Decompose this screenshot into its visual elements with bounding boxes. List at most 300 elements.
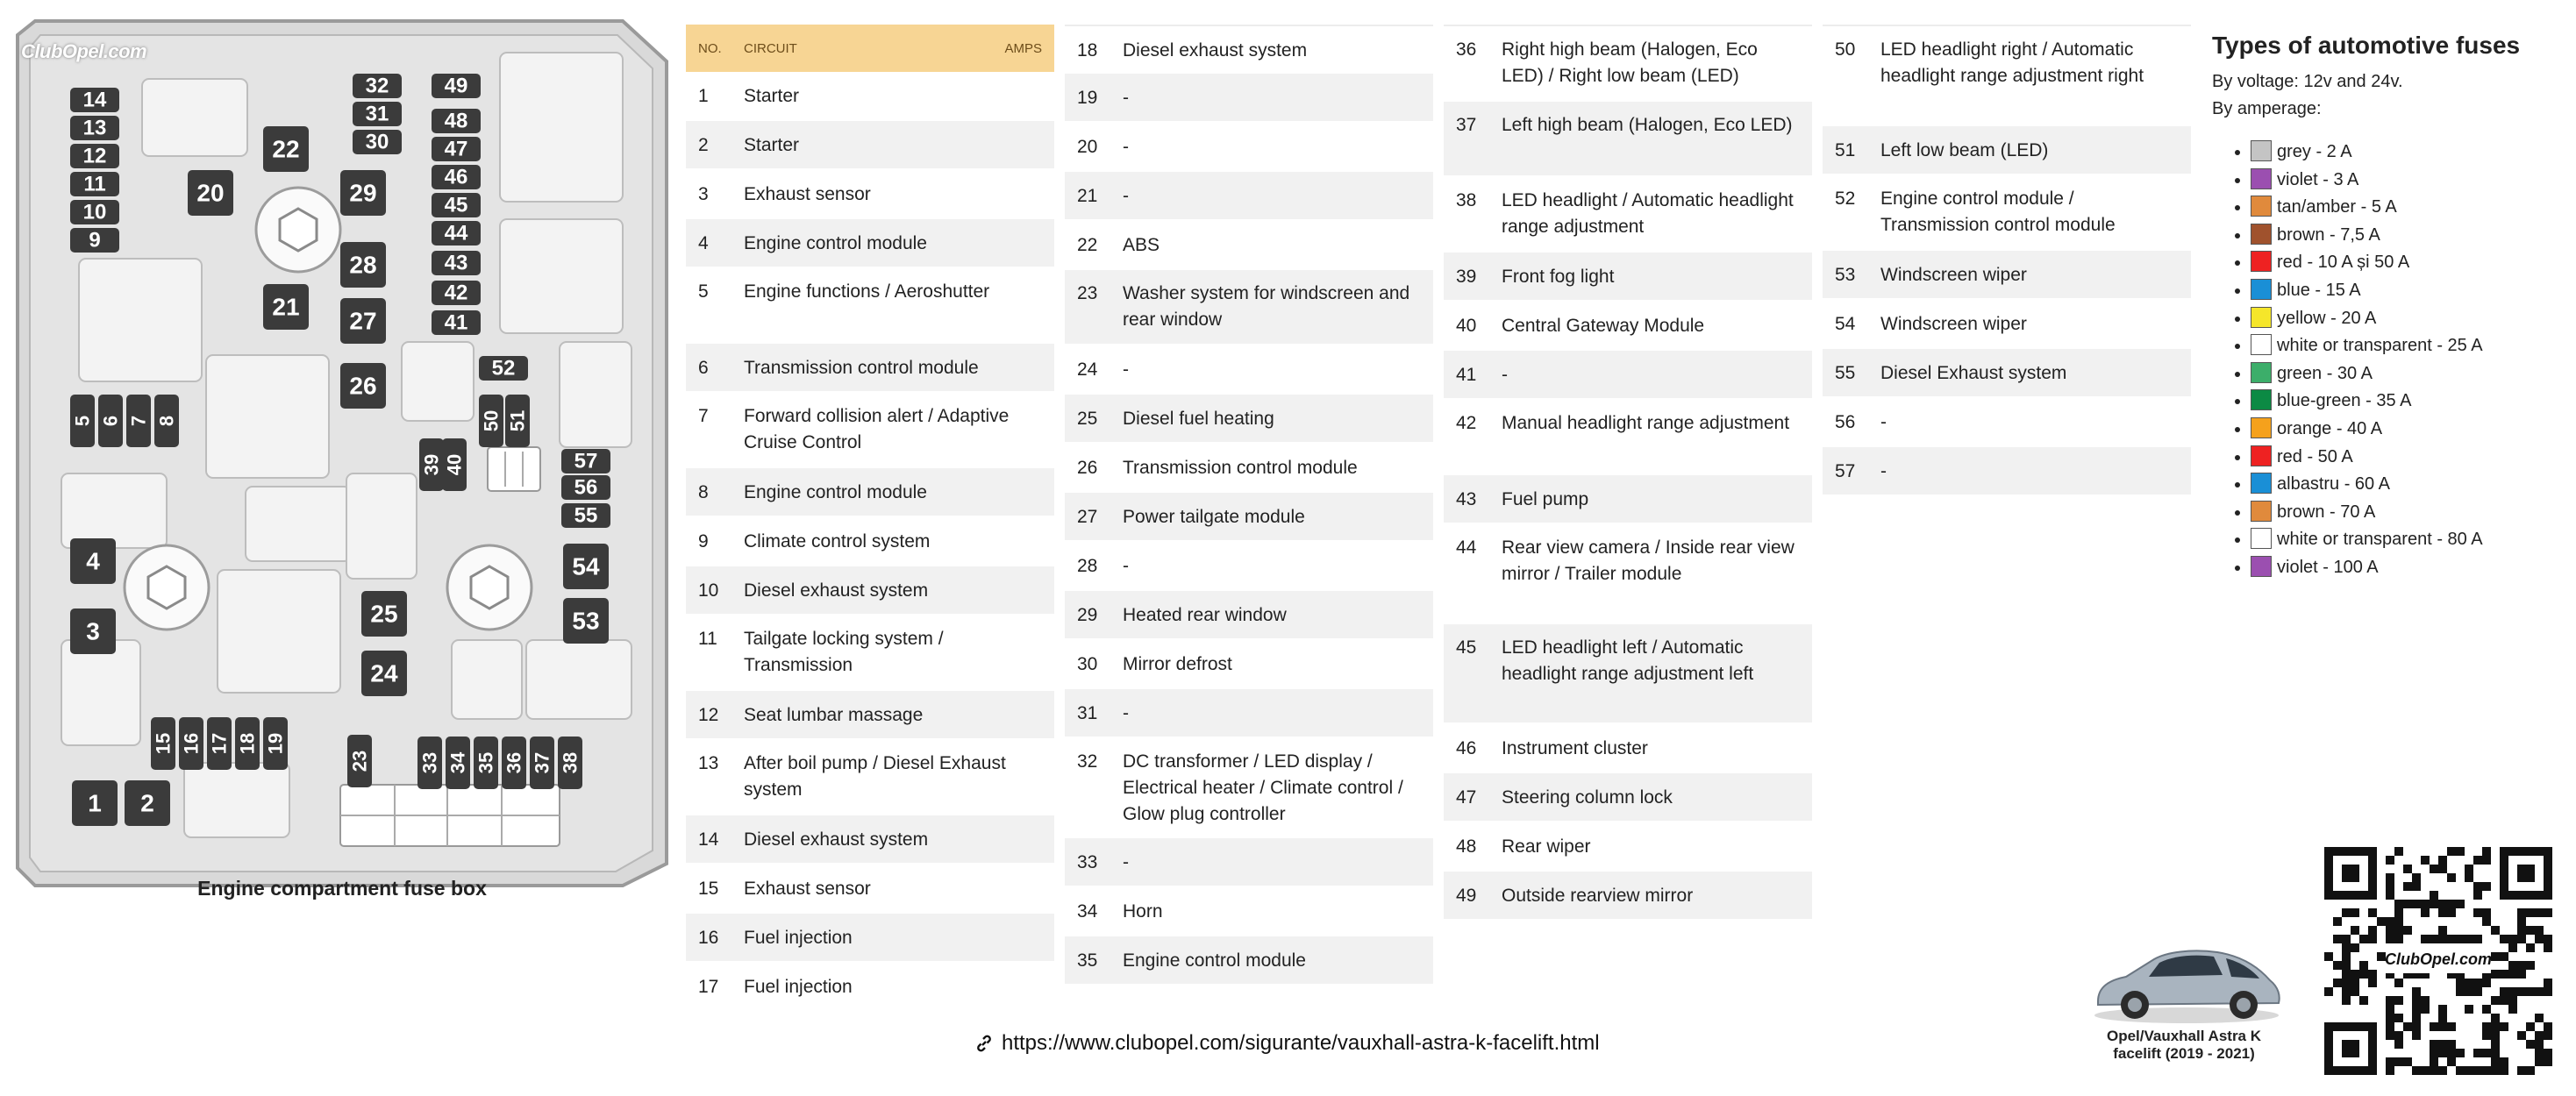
fuse-type-label: yellow - 20 A [2277, 308, 2377, 328]
qr-watermark: ClubOpel.com [2384, 950, 2493, 968]
fuse-circuit: Mirror defrost [1123, 654, 1232, 674]
table-row [686, 616, 1054, 691]
fuse-type-label: blue-green - 35 A [2277, 391, 2412, 411]
table-row [1444, 822, 1812, 872]
fuse-slot [432, 281, 481, 305]
fuse-circuit: Left high beam (Halogen, Eco LED) [1502, 115, 1793, 135]
fuse-type-label: violet - 3 A [2277, 169, 2359, 189]
fuse-slot [347, 735, 372, 787]
table-header [686, 25, 1054, 72]
table-row [1065, 887, 1433, 936]
fuse-label: 48 [444, 109, 468, 133]
fuse-color-swatch [2251, 196, 2272, 217]
fuse-types-title: Types of automotive fuses [2212, 32, 2521, 59]
fuse-circuit: Engine control module [744, 233, 927, 253]
fuse-circuit: - [1123, 703, 1129, 723]
fuse-label: 55 [574, 503, 598, 528]
fuse-color-swatch [2251, 168, 2272, 189]
fuse-slot [417, 737, 442, 789]
fuse-slot [561, 475, 610, 500]
table-row [686, 740, 1054, 815]
fuse-slot [432, 193, 481, 217]
fuse-label: 10 [82, 200, 107, 224]
fuse-slot [70, 538, 116, 584]
fuse-type-label: red - 50 A [2277, 446, 2353, 466]
fuse-label: 15 [152, 732, 175, 755]
clubopel-watermark: ClubOpel.com [21, 40, 147, 62]
fuse-number: 20 [1077, 137, 1098, 157]
fuse-circuit: Fuel injection [744, 928, 853, 948]
fuse-label: 1 [88, 789, 102, 817]
fuse-type-label: brown - 70 A [2277, 502, 2376, 522]
fuse-label: 23 [348, 750, 371, 772]
fuse-slot [179, 717, 203, 770]
fuse-type-label: white or transparent - 80 A [2277, 530, 2483, 550]
fuse-type-label: tan/amber - 5 A [2277, 197, 2397, 217]
fuse-number: 43 [1456, 489, 1477, 509]
fuse-number: 28 [1077, 556, 1098, 576]
fuse-slot [432, 137, 481, 161]
fuse-slot [263, 284, 309, 330]
fuse-circuit: Forward collision alert / Adaptive Cruise Control [744, 406, 1010, 452]
fuse-number: 38 [1456, 190, 1477, 210]
fuse-type-item [2251, 194, 2563, 222]
fuse-slot [502, 737, 526, 789]
table-row [686, 344, 1054, 393]
fuse-type-item [2251, 360, 2563, 388]
table-row [1065, 591, 1433, 640]
fuse-circuit: - [1502, 365, 1508, 385]
fuse-label: 12 [82, 144, 107, 168]
table-row [1444, 253, 1812, 302]
fuse-circuit: Steering column lock [1502, 787, 1673, 808]
fuse-label: 45 [444, 193, 468, 217]
table-row [1065, 493, 1433, 542]
fuse-label: 2 [140, 789, 154, 817]
fuse-slot [558, 737, 582, 789]
table-row [1444, 524, 1812, 624]
fuse-circuit: - [1123, 88, 1129, 108]
table-row [1065, 838, 1433, 887]
table-row [686, 691, 1054, 740]
fuse-slot [432, 221, 481, 246]
fuse-type-label: albastru - 60 A [2277, 474, 2390, 495]
fuse-number: 31 [1077, 703, 1098, 723]
fuse-label: 28 [349, 251, 377, 279]
fuse-number: 7 [698, 406, 709, 426]
fuse-number: 21 [1077, 186, 1098, 206]
fuse-label: 7 [127, 415, 150, 427]
fuse-slot [263, 717, 288, 770]
fuse-number: 23 [1077, 283, 1098, 303]
fuse-label: 32 [365, 74, 389, 98]
fuse-label: 54 [572, 552, 600, 580]
link-icon [974, 1033, 995, 1054]
fuse-circuit: ABS [1123, 235, 1160, 255]
fuse-color-swatch [2251, 417, 2272, 438]
fuse-label: 17 [208, 732, 231, 755]
fuse-table-col-4 [1823, 25, 2191, 496]
fuse-type-label: red - 10 A și 50 A [2277, 253, 2410, 273]
fuse-label: 20 [196, 179, 225, 207]
fuse-number: 34 [1077, 901, 1098, 922]
fuse-circuit: - [1123, 359, 1129, 380]
fuse-number: 40 [1456, 316, 1477, 336]
fuse-slot [340, 298, 386, 344]
table-row [1065, 640, 1433, 689]
fuse-number: 39 [1456, 267, 1477, 287]
fuse-table-col-3 [1444, 25, 1812, 921]
fuse-slot [353, 102, 402, 126]
fuse-number: 32 [1077, 751, 1098, 772]
fuse-number: 53 [1835, 265, 1856, 285]
fuse-type-label: orange - 40 A [2277, 418, 2383, 438]
table-row [1065, 74, 1433, 123]
fuse-number: 56 [1835, 412, 1856, 432]
fuse-number: 24 [1077, 359, 1098, 380]
fuse-slot [151, 717, 175, 770]
fuse-number: 13 [698, 753, 719, 773]
fuse-type-label: brown - 7,5 A [2277, 224, 2380, 245]
fuse-type-item [2251, 167, 2563, 195]
fuse-color-swatch [2251, 556, 2272, 577]
table-row [1065, 123, 1433, 172]
fuse-color-swatch [2251, 334, 2272, 355]
fuse-type-item [2251, 249, 2563, 277]
fuse-circuit: - [1123, 852, 1129, 872]
fuse-circuit: Starter [744, 86, 800, 106]
fuse-circuit: - [1880, 412, 1887, 432]
fuse-circuit: Engine control module [1123, 950, 1306, 971]
fuse-label: 21 [272, 293, 300, 321]
rows-col3 [1444, 25, 1812, 921]
fuse-label: 25 [370, 600, 398, 628]
fuse-circuit: - [1880, 461, 1887, 481]
table-row [1823, 251, 2191, 300]
table-row [1065, 689, 1433, 738]
fuse-label: 11 [83, 172, 106, 196]
fuse-circuit: Diesel Exhaust system [1880, 363, 2067, 383]
fuse-circuit: Engine control module [744, 482, 927, 502]
car-caption [2079, 1028, 2289, 1063]
fuse-number: 42 [1456, 413, 1477, 433]
table-row [686, 815, 1054, 865]
fuse-type-label: white or transparent - 25 A [2277, 336, 2483, 356]
fuse-circuit: Engine control module / Transmission control module [1880, 189, 2116, 235]
fuse-slot [432, 165, 481, 189]
fuse-types-list [2212, 139, 2563, 582]
fuse-label: 42 [444, 281, 468, 305]
fuse-number: 48 [1456, 836, 1477, 857]
fuse-label: 51 [506, 409, 529, 432]
fuse-label: 40 [443, 453, 466, 476]
fuse-number: 54 [1835, 314, 1856, 334]
fuse-slot [340, 170, 386, 216]
fuse-slot [505, 395, 530, 447]
fuse-slot [70, 88, 119, 112]
fuse-label: 16 [180, 732, 203, 755]
table-row [1065, 738, 1433, 838]
fuse-type-item [2251, 388, 2563, 416]
fuse-label: 53 [572, 607, 600, 635]
fuse-circuit: Outside rearview mirror [1502, 886, 1694, 906]
table-row [1823, 25, 2191, 126]
fuse-type-item [2251, 305, 2563, 333]
fuse-number: 57 [1835, 461, 1856, 481]
table-row [1444, 102, 1812, 177]
table-row [1823, 398, 2191, 447]
table-row [686, 963, 1054, 1012]
table-row [1823, 300, 2191, 349]
table-row [1444, 724, 1812, 773]
fuse-slot [432, 109, 481, 133]
table-row [686, 566, 1054, 616]
table-row [1065, 395, 1433, 444]
fuse-slot [72, 780, 118, 826]
fuse-number: 4 [698, 233, 709, 253]
fuse-circuit: Rear wiper [1502, 836, 1591, 857]
fuse-slot [70, 200, 119, 224]
fuse-circuit: Diesel fuel heating [1123, 409, 1274, 429]
fuse-circuit: Diesel exhaust system [1123, 40, 1308, 60]
fuse-label: 52 [491, 356, 516, 381]
table-row [1823, 126, 2191, 175]
fuse-label: 35 [475, 751, 497, 774]
table-row [1444, 177, 1812, 253]
fuse-label: 19 [264, 732, 287, 755]
fuse-circuit: Front fog light [1502, 267, 1615, 287]
fuse-circuit: - [1123, 137, 1129, 157]
fuse-slot [70, 395, 95, 447]
fuse-number: 26 [1077, 458, 1098, 478]
fuse-label: 49 [444, 74, 468, 98]
fuse-number: 46 [1456, 738, 1477, 758]
fuse-number: 17 [698, 977, 719, 997]
fuse-number: 3 [698, 184, 709, 204]
fuse-slot [154, 395, 179, 447]
fuse-circuit: Manual headlight range adjustment [1502, 413, 1790, 433]
fuse-slot [432, 74, 481, 98]
fuse-slot [125, 780, 170, 826]
fuse-slot [432, 251, 481, 275]
fuse-circuit: Seat lumbar massage [744, 705, 924, 725]
fuse-number: 51 [1835, 140, 1856, 160]
fuse-slot [340, 363, 386, 409]
fuse-number: 22 [1077, 235, 1098, 255]
fuse-table-col-2 [1065, 25, 1433, 986]
table-row [686, 121, 1054, 170]
fuse-slot [361, 651, 407, 696]
fuse-label: 24 [370, 659, 398, 687]
table-row [1065, 270, 1433, 345]
table-row [1823, 447, 2191, 496]
fuse-number: 1 [698, 86, 709, 106]
fuse-label: 27 [349, 307, 377, 335]
fuse-type-item [2251, 416, 2563, 444]
fuse-color-swatch [2251, 279, 2272, 300]
fuse-label: 9 [89, 228, 101, 253]
fuse-number: 50 [1835, 39, 1856, 60]
fuse-circuit: After boil pump / Diesel Exhaust system [744, 753, 1006, 800]
fuse-circuit: Transmission control module [744, 358, 979, 378]
fuse-type-item [2251, 499, 2563, 527]
fuse-slot [361, 591, 407, 637]
fuse-circuit: Power tailgate module [1123, 507, 1305, 527]
fuse-number: 5 [698, 281, 709, 302]
fuse-slot [70, 172, 119, 196]
fuse-types-amperage: By amperage: [2212, 99, 2322, 118]
fuse-number: 36 [1456, 39, 1477, 60]
fuse-label: 38 [559, 751, 582, 774]
fuse-number: 55 [1835, 363, 1856, 383]
fuse-label: 37 [531, 751, 553, 774]
table-row [1065, 444, 1433, 493]
car-image [2086, 929, 2287, 1026]
fuse-label: 31 [365, 102, 389, 126]
fuse-color-swatch [2251, 445, 2272, 466]
fuse-label: 41 [444, 310, 468, 335]
fuse-label: 6 [99, 415, 122, 427]
fuse-circuit: Right high beam (Halogen, Eco LED) / Right low beam (LED) [1502, 39, 1758, 86]
table-row [1444, 25, 1812, 102]
fuse-type-label: violet - 100 A [2277, 557, 2379, 577]
fuse-type-item [2251, 471, 2563, 499]
car-caption-line1: Opel/Vauxhall Astra K [2106, 1028, 2262, 1044]
header-no: NO. [698, 40, 722, 56]
fuse-type-item [2251, 332, 2563, 360]
fuse-circuit: Climate control system [744, 531, 931, 552]
fuse-circuit: Left low beam (LED) [1880, 140, 2049, 160]
fuse-number: 35 [1077, 950, 1098, 971]
fuse-circuit: LED headlight / Automatic headlight range adjustment [1502, 190, 1794, 237]
fuse-slot [474, 737, 498, 789]
table-row [686, 72, 1054, 121]
fuse-circuit: Exhaust sensor [744, 184, 871, 204]
fuse-circuit: Tailgate locking system / Transmission [744, 629, 944, 675]
fuse-circuit: Windscreen wiper [1880, 265, 2027, 285]
fuse-label: 18 [236, 732, 259, 755]
table-row [686, 468, 1054, 517]
fuse-slot [561, 449, 610, 473]
table-row [1065, 221, 1433, 270]
fuse-circuit: Engine functions / Aeroshutter [744, 281, 990, 302]
fuse-number: 27 [1077, 507, 1098, 527]
fuse-slot [561, 503, 610, 528]
fuse-label: 50 [480, 409, 503, 432]
fuse-slot [563, 544, 609, 589]
fuse-label: 22 [272, 135, 300, 163]
fuse-color-swatch [2251, 389, 2272, 410]
fuse-circuit: Horn [1123, 901, 1163, 922]
fuse-color-swatch [2251, 528, 2272, 549]
fuse-type-item [2251, 554, 2563, 582]
table-row [1444, 624, 1812, 724]
fuse-circuit: Windscreen wiper [1880, 314, 2027, 334]
fuse-slot [353, 74, 402, 98]
fuse-label: 14 [82, 88, 107, 112]
fuse-number: 14 [698, 829, 719, 850]
fuse-slot [432, 310, 481, 335]
fuse-number: 45 [1456, 637, 1477, 658]
fuse-type-label: green - 30 A [2277, 363, 2373, 383]
fuse-type-item [2251, 526, 2563, 554]
fuse-slot [188, 170, 233, 216]
fuse-label: 30 [365, 130, 389, 154]
fuse-label: 3 [86, 617, 100, 645]
fuse-circuit: Central Gateway Module [1502, 316, 1705, 336]
fuse-number: 19 [1077, 88, 1098, 108]
fuse-number: 25 [1077, 409, 1098, 429]
fuse-table-col-1 [686, 25, 1054, 1012]
fuse-slot [70, 228, 119, 253]
fuse-label: 33 [418, 751, 441, 774]
fuse-circuit: LED headlight left / Automatic headlight range adjustment left [1502, 637, 1754, 684]
fuse-color-swatch [2251, 140, 2272, 161]
fuse-number: 44 [1456, 537, 1477, 558]
fuse-label: 4 [86, 547, 100, 575]
fuse-slot [442, 438, 467, 491]
table-row [686, 170, 1054, 219]
table-row [1444, 475, 1812, 524]
table-row [686, 865, 1054, 914]
fuse-number: 15 [698, 879, 719, 899]
fuse-number: 9 [698, 531, 709, 552]
fuse-label: 47 [444, 137, 468, 161]
fuse-slot [263, 126, 309, 172]
fuse-label: 56 [574, 475, 598, 500]
source-link[interactable] [974, 1031, 1600, 1056]
fuse-slot [479, 356, 528, 381]
rows-col4 [1823, 25, 2191, 496]
table-row [1065, 936, 1433, 986]
fuse-label: 8 [155, 415, 178, 427]
fuse-slot [530, 737, 554, 789]
fuse-number: 2 [698, 135, 709, 155]
table-row [686, 517, 1054, 566]
fuse-slot [235, 717, 260, 770]
fuse-slot [353, 130, 402, 154]
fuse-circuit: LED headlight right / Automatic headlight range adjustment right [1880, 39, 2144, 86]
fuse-number: 18 [1077, 40, 1098, 60]
fuse-slot [207, 717, 232, 770]
fuse-number: 30 [1077, 654, 1098, 674]
table-row [1444, 872, 1812, 921]
fuse-number: 10 [698, 580, 719, 601]
fuse-label: 5 [71, 415, 94, 427]
table-row [686, 268, 1054, 344]
fuse-circuit: - [1123, 556, 1129, 576]
table-row [1065, 172, 1433, 221]
table-row [1823, 349, 2191, 398]
fuse-number: 49 [1456, 886, 1477, 906]
fuse-circuit: Fuel pump [1502, 489, 1589, 509]
header-amps: AMPS [1004, 40, 1042, 56]
fuse-number: 41 [1456, 365, 1477, 385]
fuse-slot [70, 116, 119, 140]
fuse-types-voltage: By voltage: 12v and 24v. [2212, 72, 2403, 91]
fuse-slot [98, 395, 123, 447]
source-url[interactable]: https://www.clubopel.com/sigurante/vauxhall-astra-k-facelift.html [1002, 1031, 1600, 1055]
fuse-slot [126, 395, 151, 447]
fuse-slot [563, 598, 609, 644]
fuse-color-swatch [2251, 307, 2272, 328]
fuse-type-item [2251, 277, 2563, 305]
fuse-circuit: Fuel injection [744, 977, 853, 997]
table-row [1065, 345, 1433, 395]
fuse-number: 8 [698, 482, 709, 502]
fuse-circuit: Exhaust sensor [744, 879, 871, 899]
fuse-circuit: Instrument cluster [1502, 738, 1648, 758]
